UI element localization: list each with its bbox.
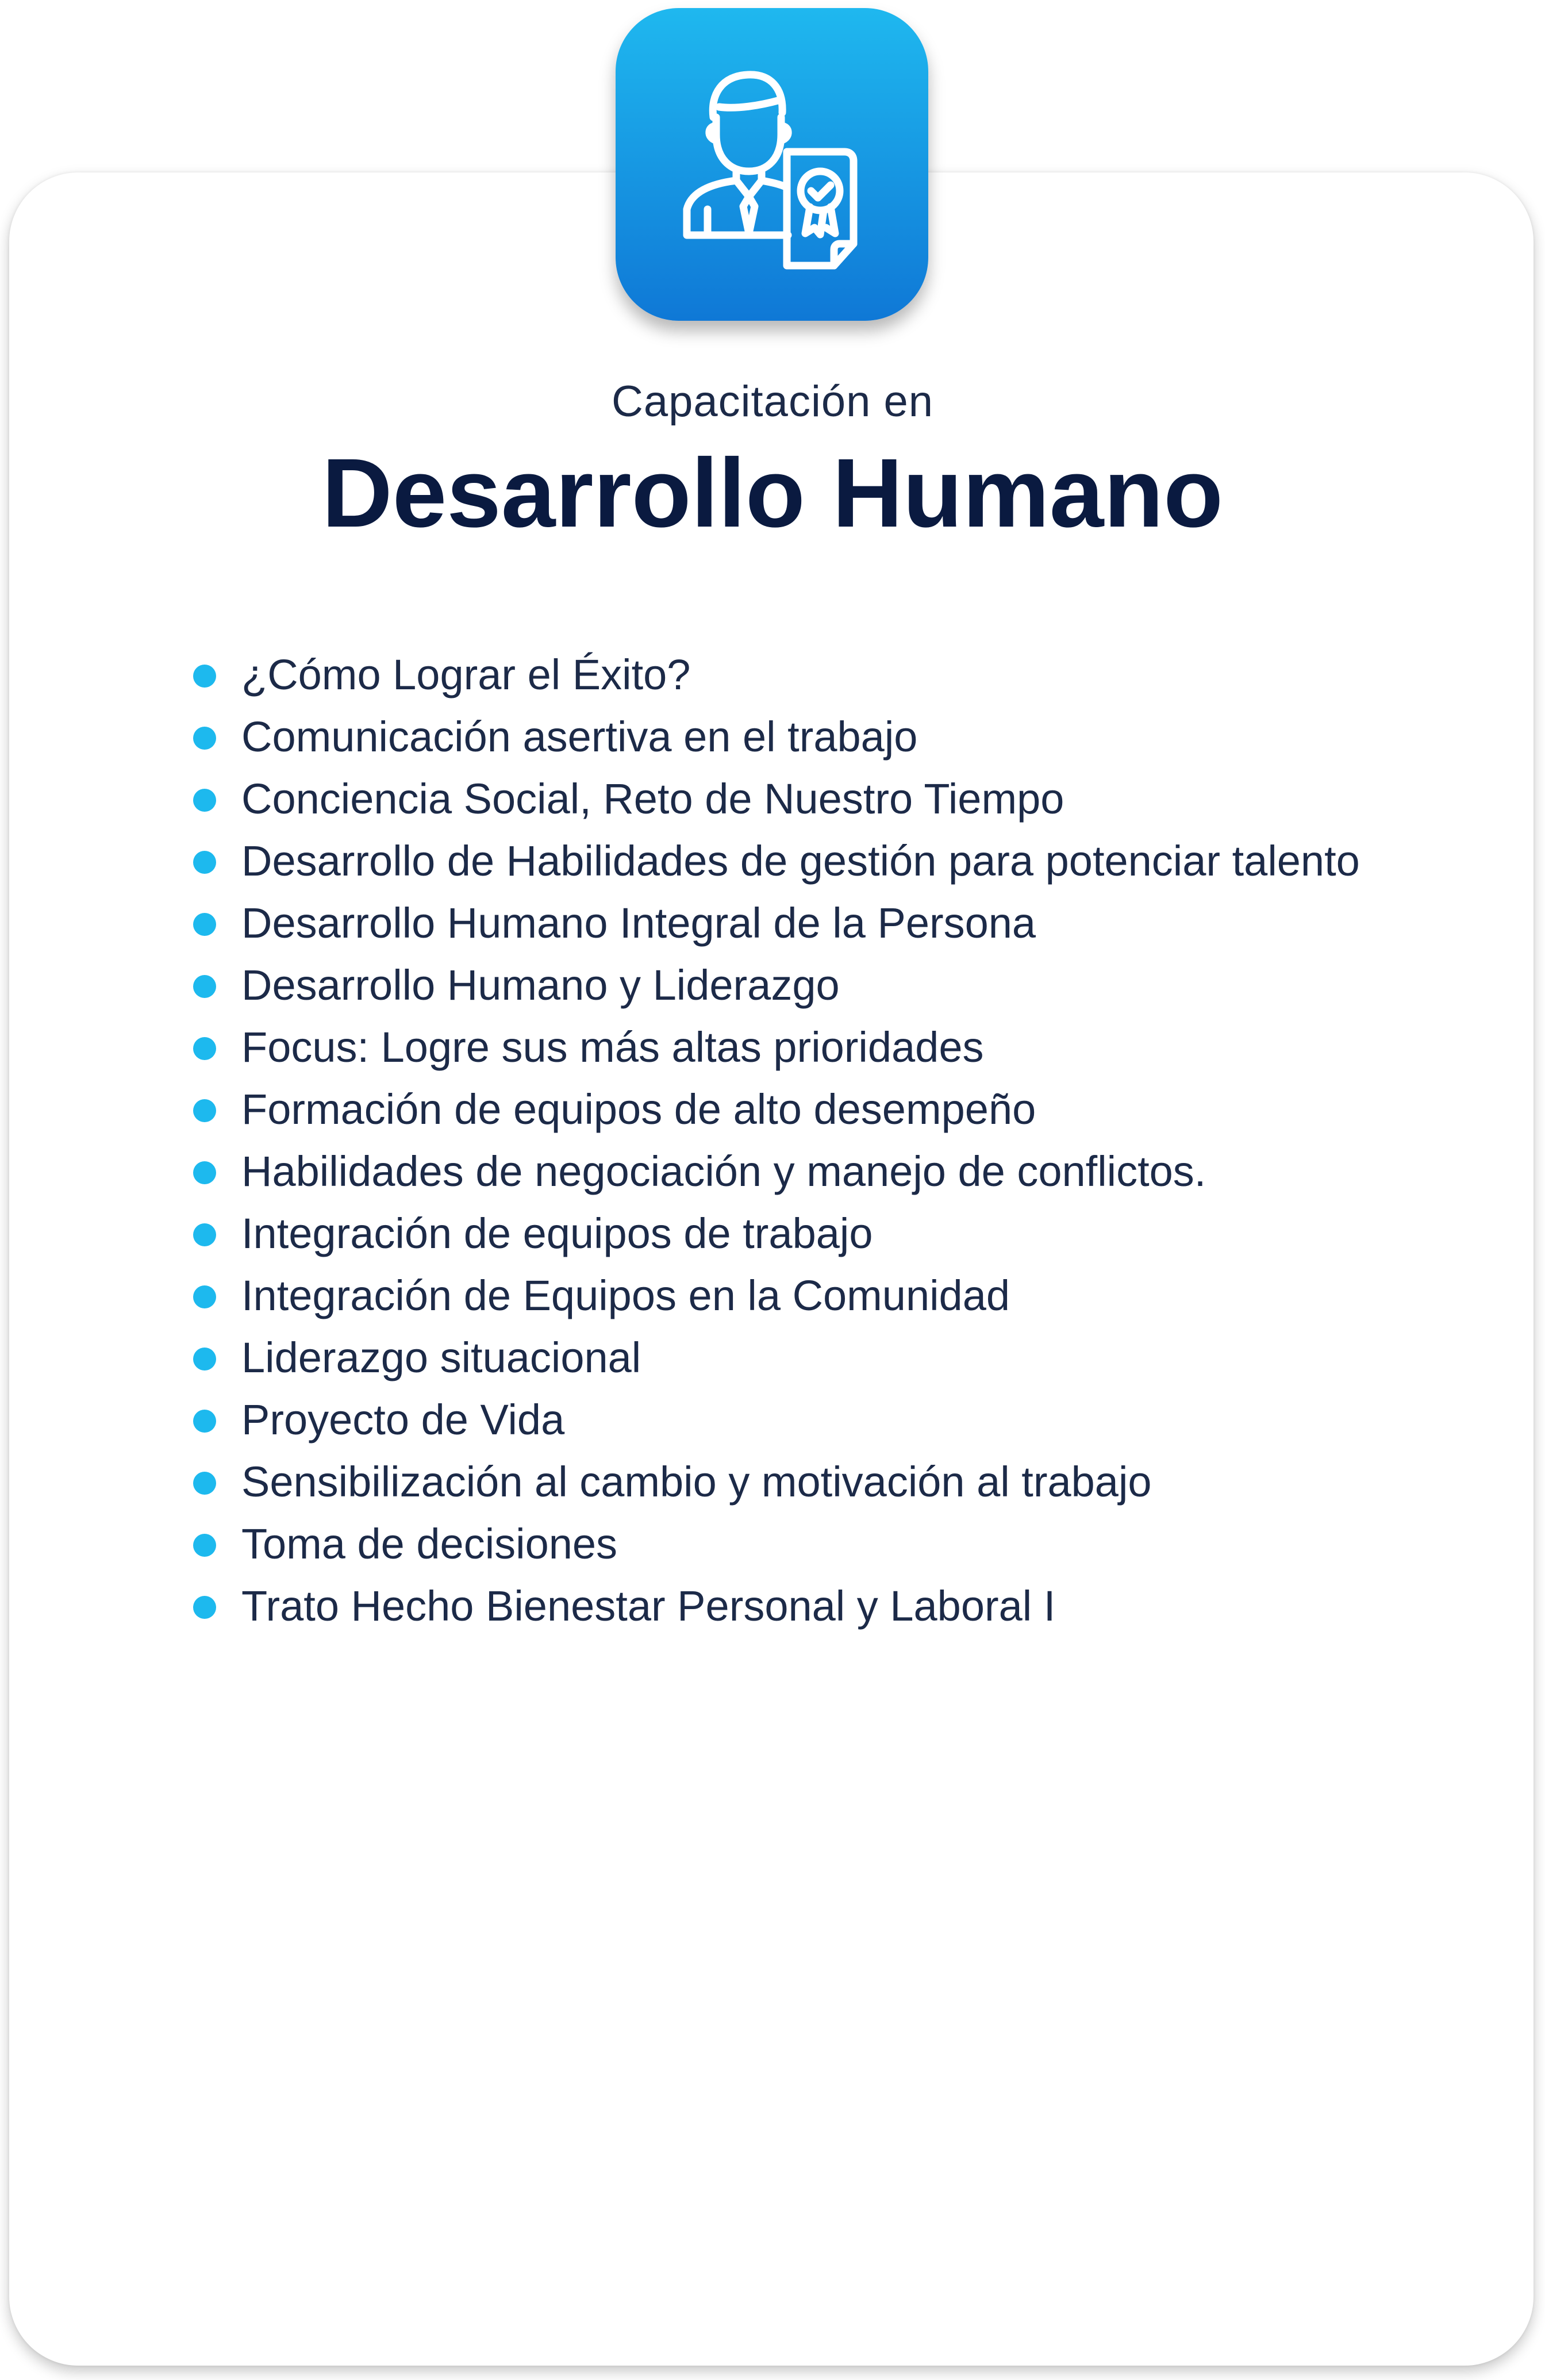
header-title: Desarrollo Humano (321, 439, 1224, 548)
course-label: Desarrollo Humano Integral de la Persona (241, 899, 1036, 947)
course-label: Toma de decisiones (241, 1520, 618, 1568)
bullet-dot-icon (193, 975, 216, 998)
course-item (193, 1016, 1377, 1078)
course-label: Integración de equipos de trabajo (241, 1210, 873, 1257)
course-label: Proyecto de Vida (241, 1396, 565, 1444)
bullet-dot-icon (193, 1223, 216, 1246)
header-subtitle: Capacitación en (611, 377, 934, 426)
bullet-dot-icon (193, 1410, 216, 1433)
course-item (193, 1265, 1377, 1327)
course-item (193, 892, 1377, 954)
bullet-dot-icon (193, 851, 216, 874)
course-item (193, 1327, 1377, 1389)
bullet-dot-icon (193, 1037, 216, 1060)
course-list (193, 644, 1377, 1637)
course-item (193, 644, 1377, 706)
course-label: Conciencia Social, Reto de Nuestro Tiempo (241, 775, 1064, 823)
course-label: Desarrollo Humano y Liderazgo (241, 961, 840, 1009)
course-label: ¿Cómo Lograr el Éxito? (241, 651, 691, 698)
course-label: Desarrollo de Habilidades de gestión para potenciar talento (241, 837, 1360, 885)
course-item (193, 1141, 1377, 1203)
certified-person-icon (616, 8, 928, 321)
course-label: Liderazgo situacional (241, 1334, 641, 1381)
course-item (193, 768, 1377, 830)
course-item (193, 1389, 1377, 1451)
bullet-dot-icon (193, 665, 216, 688)
bullet-dot-icon (193, 913, 216, 936)
course-item (193, 1078, 1377, 1141)
course-label: Comunicación asertiva en el trabajo (241, 713, 918, 761)
bullet-dot-icon (193, 1472, 216, 1495)
course-item (193, 1203, 1377, 1265)
course-label: Habilidades de negociación y manejo de conflictos. (241, 1147, 1206, 1195)
bullet-dot-icon (193, 1596, 216, 1619)
icon-tile (616, 8, 928, 321)
course-item (193, 706, 1377, 768)
bullet-dot-icon (193, 1348, 216, 1371)
bullet-dot-icon (193, 727, 216, 750)
bullet-dot-icon (193, 1099, 216, 1122)
course-label: Trato Hecho Bienestar Personal y Laboral I (241, 1582, 1056, 1630)
course-label: Sensibilización al cambio y motivación al trabajo (241, 1458, 1152, 1506)
course-label: Focus: Logre sus más altas prioridades (241, 1023, 984, 1071)
course-item (193, 1513, 1377, 1575)
bullet-dot-icon (193, 1534, 216, 1557)
bullet-dot-icon (193, 789, 216, 812)
bullet-dot-icon (193, 1285, 216, 1308)
course-label: Integración de Equipos en la Comunidad (241, 1272, 1010, 1319)
course-item (193, 1451, 1377, 1513)
course-label: Formación de equipos de alto desempeño (241, 1085, 1036, 1133)
course-item (193, 954, 1377, 1016)
course-item (193, 1575, 1377, 1637)
course-item (193, 830, 1377, 892)
bullet-dot-icon (193, 1161, 216, 1184)
